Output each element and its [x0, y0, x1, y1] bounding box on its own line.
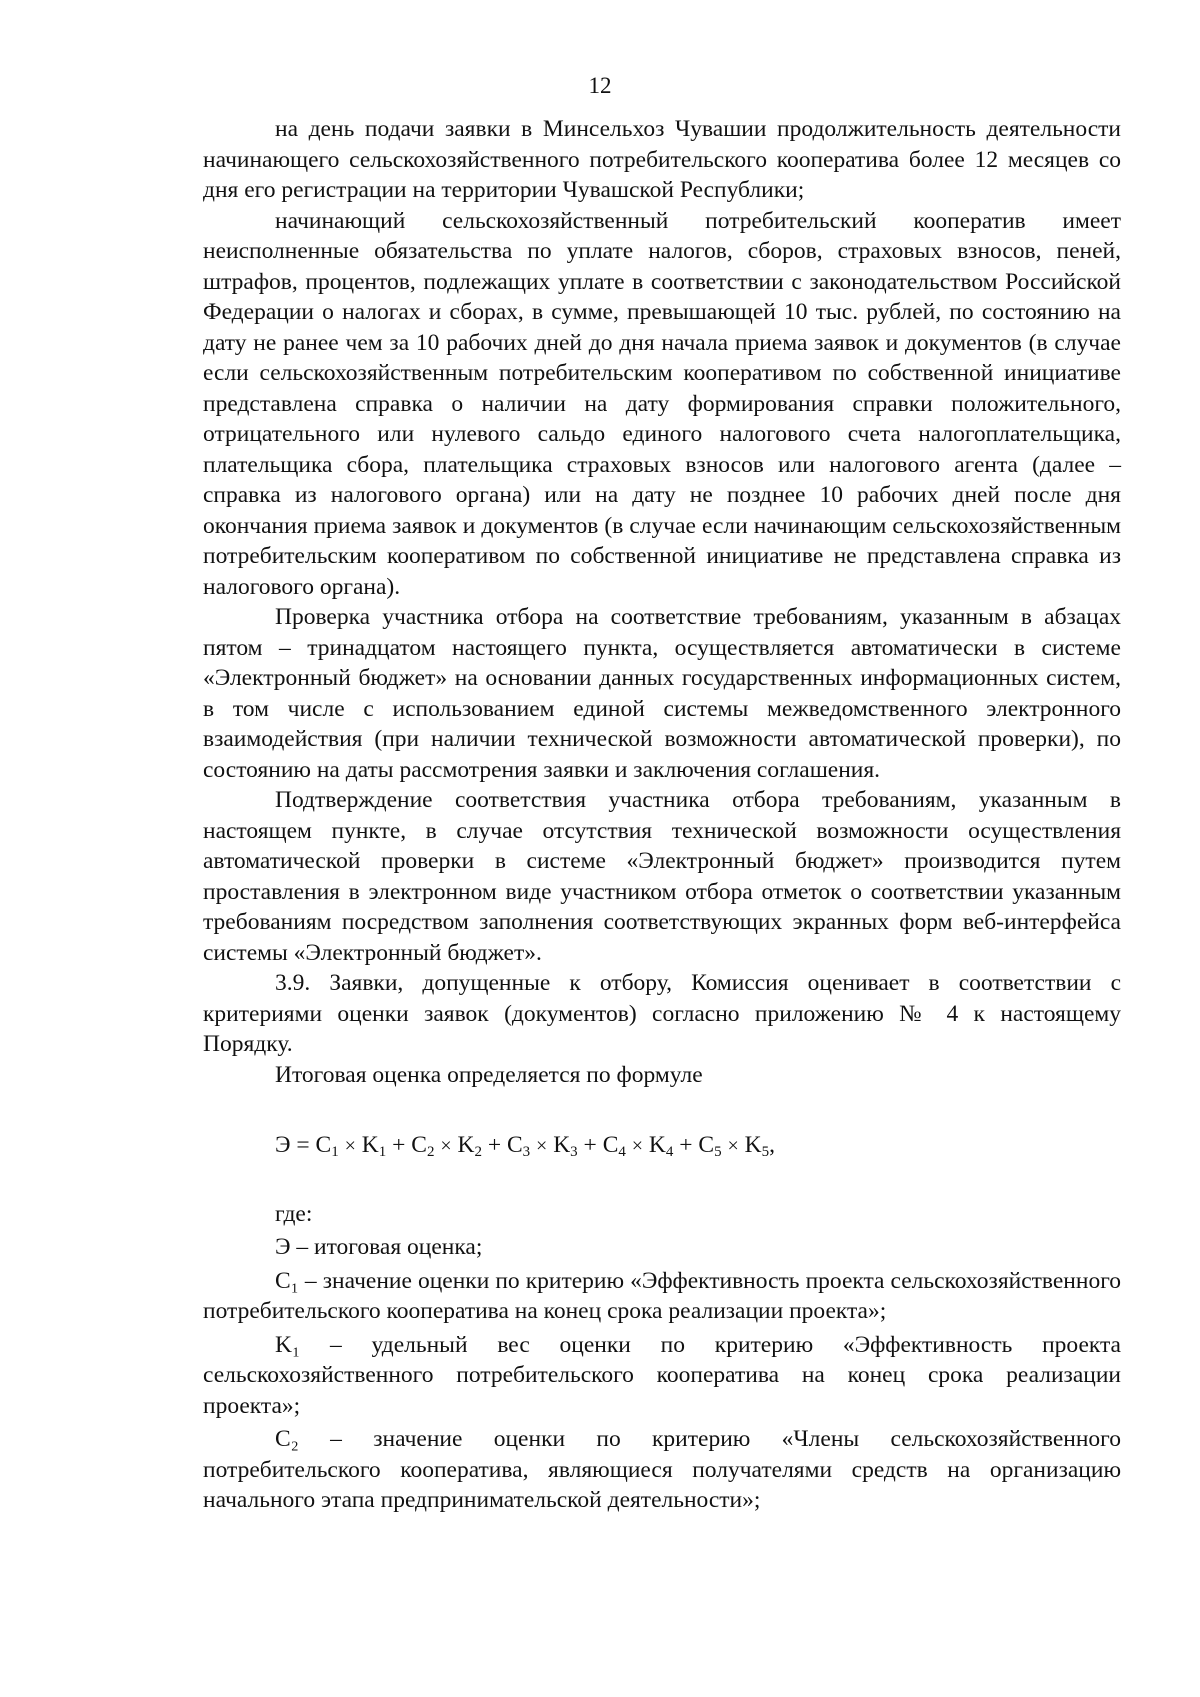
formula-term-1: $C_1 \times K_1$ [315, 1132, 387, 1160]
definition-e: Э – итоговая оценка; [275, 1234, 483, 1260]
score-formula [203, 1130, 1121, 1162]
paragraph-registration-term: на день подачи заявки в Минсельхоз Чувашии продолжительность деятельности начинающего сельскохозяйственного потребительского кооператива более 12 месяцев со дня его регистрации на территории Чувашской Республики; [203, 116, 1121, 203]
formula-term-5: $C_5 \times K_5$ [698, 1132, 770, 1160]
definition-k1: K₁ – удельный вес оценки по критерию «Эффективность проекта сельскохозяйственного потребительского кооператива на конец срока реализации проекта»; [203, 1331, 1121, 1419]
formula-plus: + [392, 1132, 406, 1158]
paragraph-formula-intro: Итоговая оценка определяется по формуле [275, 1061, 703, 1088]
formula-end: , [769, 1132, 775, 1158]
formula-plus: + [487, 1132, 502, 1158]
formula-term-4: $C_4 \times K_4$ [602, 1132, 674, 1160]
formula-equals: = [296, 1132, 310, 1158]
formula-term-2: $C_2 \times K_2$ [411, 1132, 482, 1160]
paragraph-section-3-9: 3.9. Заявки, допущенные к отбору, Комиссия оценивает в соответствии с критериями оценки заявок (документов) согласно приложению № 4 к настоящему Порядку. [203, 970, 1121, 1057]
formula-lhs: Э [275, 1132, 291, 1158]
formula-plus: + [583, 1132, 597, 1158]
paragraph-tax-obligations: начинающий сельскохозяйственный потребительский кооператив имеет неисполненные обязательства по уплате налогов, сборов, страховых взносов, пеней, штрафов, процентов, подлежащих уплате в соответствии с законодательством Российской Федерации о налогах и сборах, в сумме, превышающей 10 тыс. рублей, по состоянию на дату не ранее чем за 10 рабочих дней до дня начала приема заявок и документов (в случае если сельскохозяйственным потребительским кооперативом по собственной инициативе представлена справка о наличии на дату формирования справки положительного, отрицательного или нулевого сальдо единого налогового счета налогоплательщика, плательщика сбора, плательщика страховых взносов или налогового агента (далее – справка из налогового органа) или на дату не позднее 10 рабочих дней после дня окончания приема заявок и документов (в случае если начинающим сельскохозяйственным потребительским кооперативом по собственной инициативе не представлена справка из налогового органа). [203, 207, 1121, 600]
definition-c1: C₁ – значение оценки по критерию «Эффективность проекта сельскохозяйственного потребительского кооператива на конец срока реализации проекта»; [203, 1267, 1121, 1324]
document-body [203, 114, 1121, 1516]
paragraph-automatic-check: Проверка участника отбора на соответствие требованиям, указанным в абзацах пятом – тринадцатом настоящего пункта, осуществляется автоматически в системе «Электронный бюджет» на основании данных государственных информационных систем, в том числе с использованием единой системы межведомственного электронного взаимодействия (при наличии технической возможности автоматической проверки), по состоянию на даты рассмотрения заявки и заключения соглашения. [203, 604, 1121, 783]
paragraph-where: где: [275, 1200, 313, 1227]
formula-term-3: $C_3 \times K_3$ [506, 1132, 578, 1160]
definition-c2: C₂ – значение оценки по критерию «Члены сельскохозяйственного потребительского кооператива, являющиеся получателями средств на организацию начального этапа предпринимательской деятельности»; [203, 1426, 1121, 1513]
page-number: 12 [588, 73, 612, 98]
paragraph-manual-confirmation: Подтверждение соответствия участника отбора требованиям, указанным в настоящем пункте, в случае отсутствия технической возможности осуществления автоматической проверки в системе «Электронный бюджет» производится путем проставления в электронном виде участником отбора отметок о соответствии указанным требованиям посредством заполнения соответствующих экранных форм веб-интерфейса системы «Электронный бюджет». [203, 787, 1121, 966]
formula-plus: + [679, 1132, 693, 1158]
